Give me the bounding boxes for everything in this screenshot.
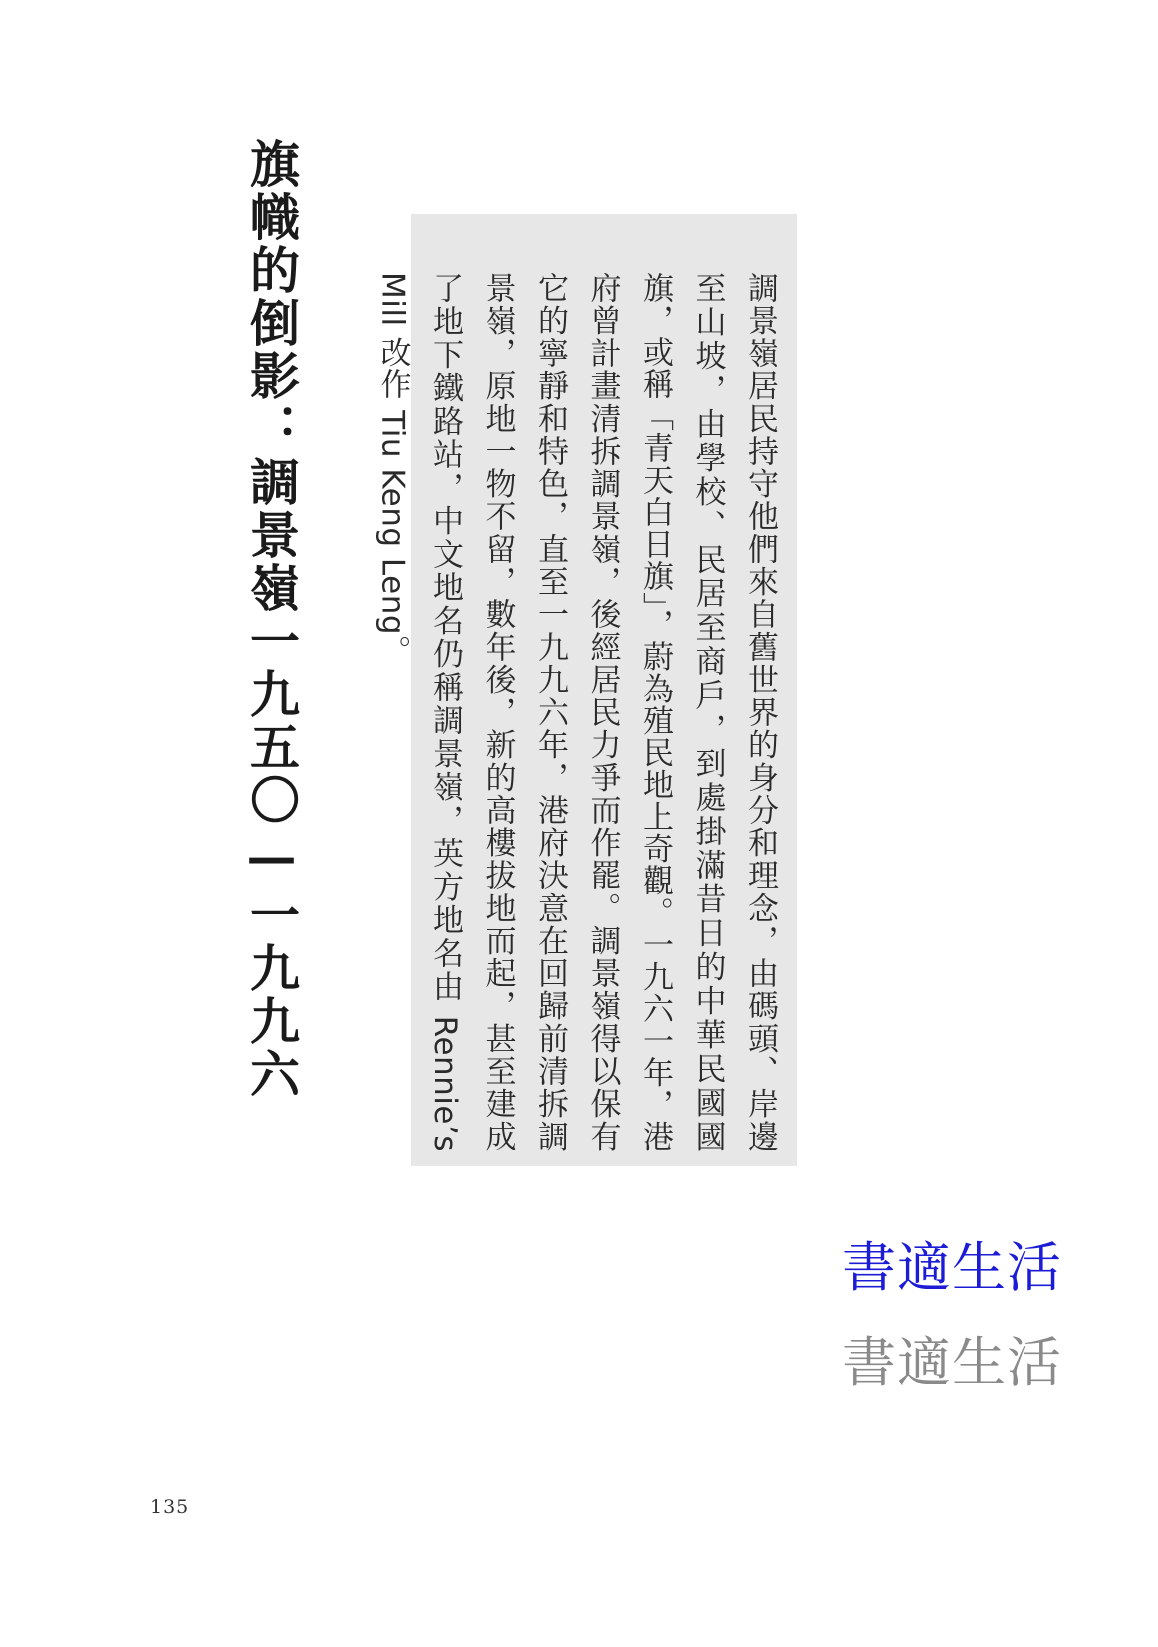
sidebar-text: 調景嶺居民持守他們來自舊世界的身分和理念，由碼頭、岸邊至山坡，由學校、民居至商戶，到處掛滿昔日的中華民國國旗，或稱「青天白日旗」，蔚為殖民地上奇觀。一九六一年，港府曾計畫清拆調景嶺，後經居民力爭而作罷。調景嶺得以保有它的寧靜和特色，直至一九九六年，港府決意在回歸前清拆調景嶺，原地一物不留，數年後，新的高樓拔地而起，甚至建成了地下鐵路站，中文地名仍稱調景嶺，英方地名由 Rennie’s Mill 改作 Tiu Keng Leng。 (374, 272, 778, 1152)
watermark-gray: 書適生活 (842, 1331, 1062, 1394)
chapter-title: 旗幟的倒影：調景嶺一九五〇—一九九六 (242, 138, 301, 1101)
page-number: 135 (150, 1496, 190, 1518)
watermark-blue: 書適生活 (842, 1236, 1062, 1299)
